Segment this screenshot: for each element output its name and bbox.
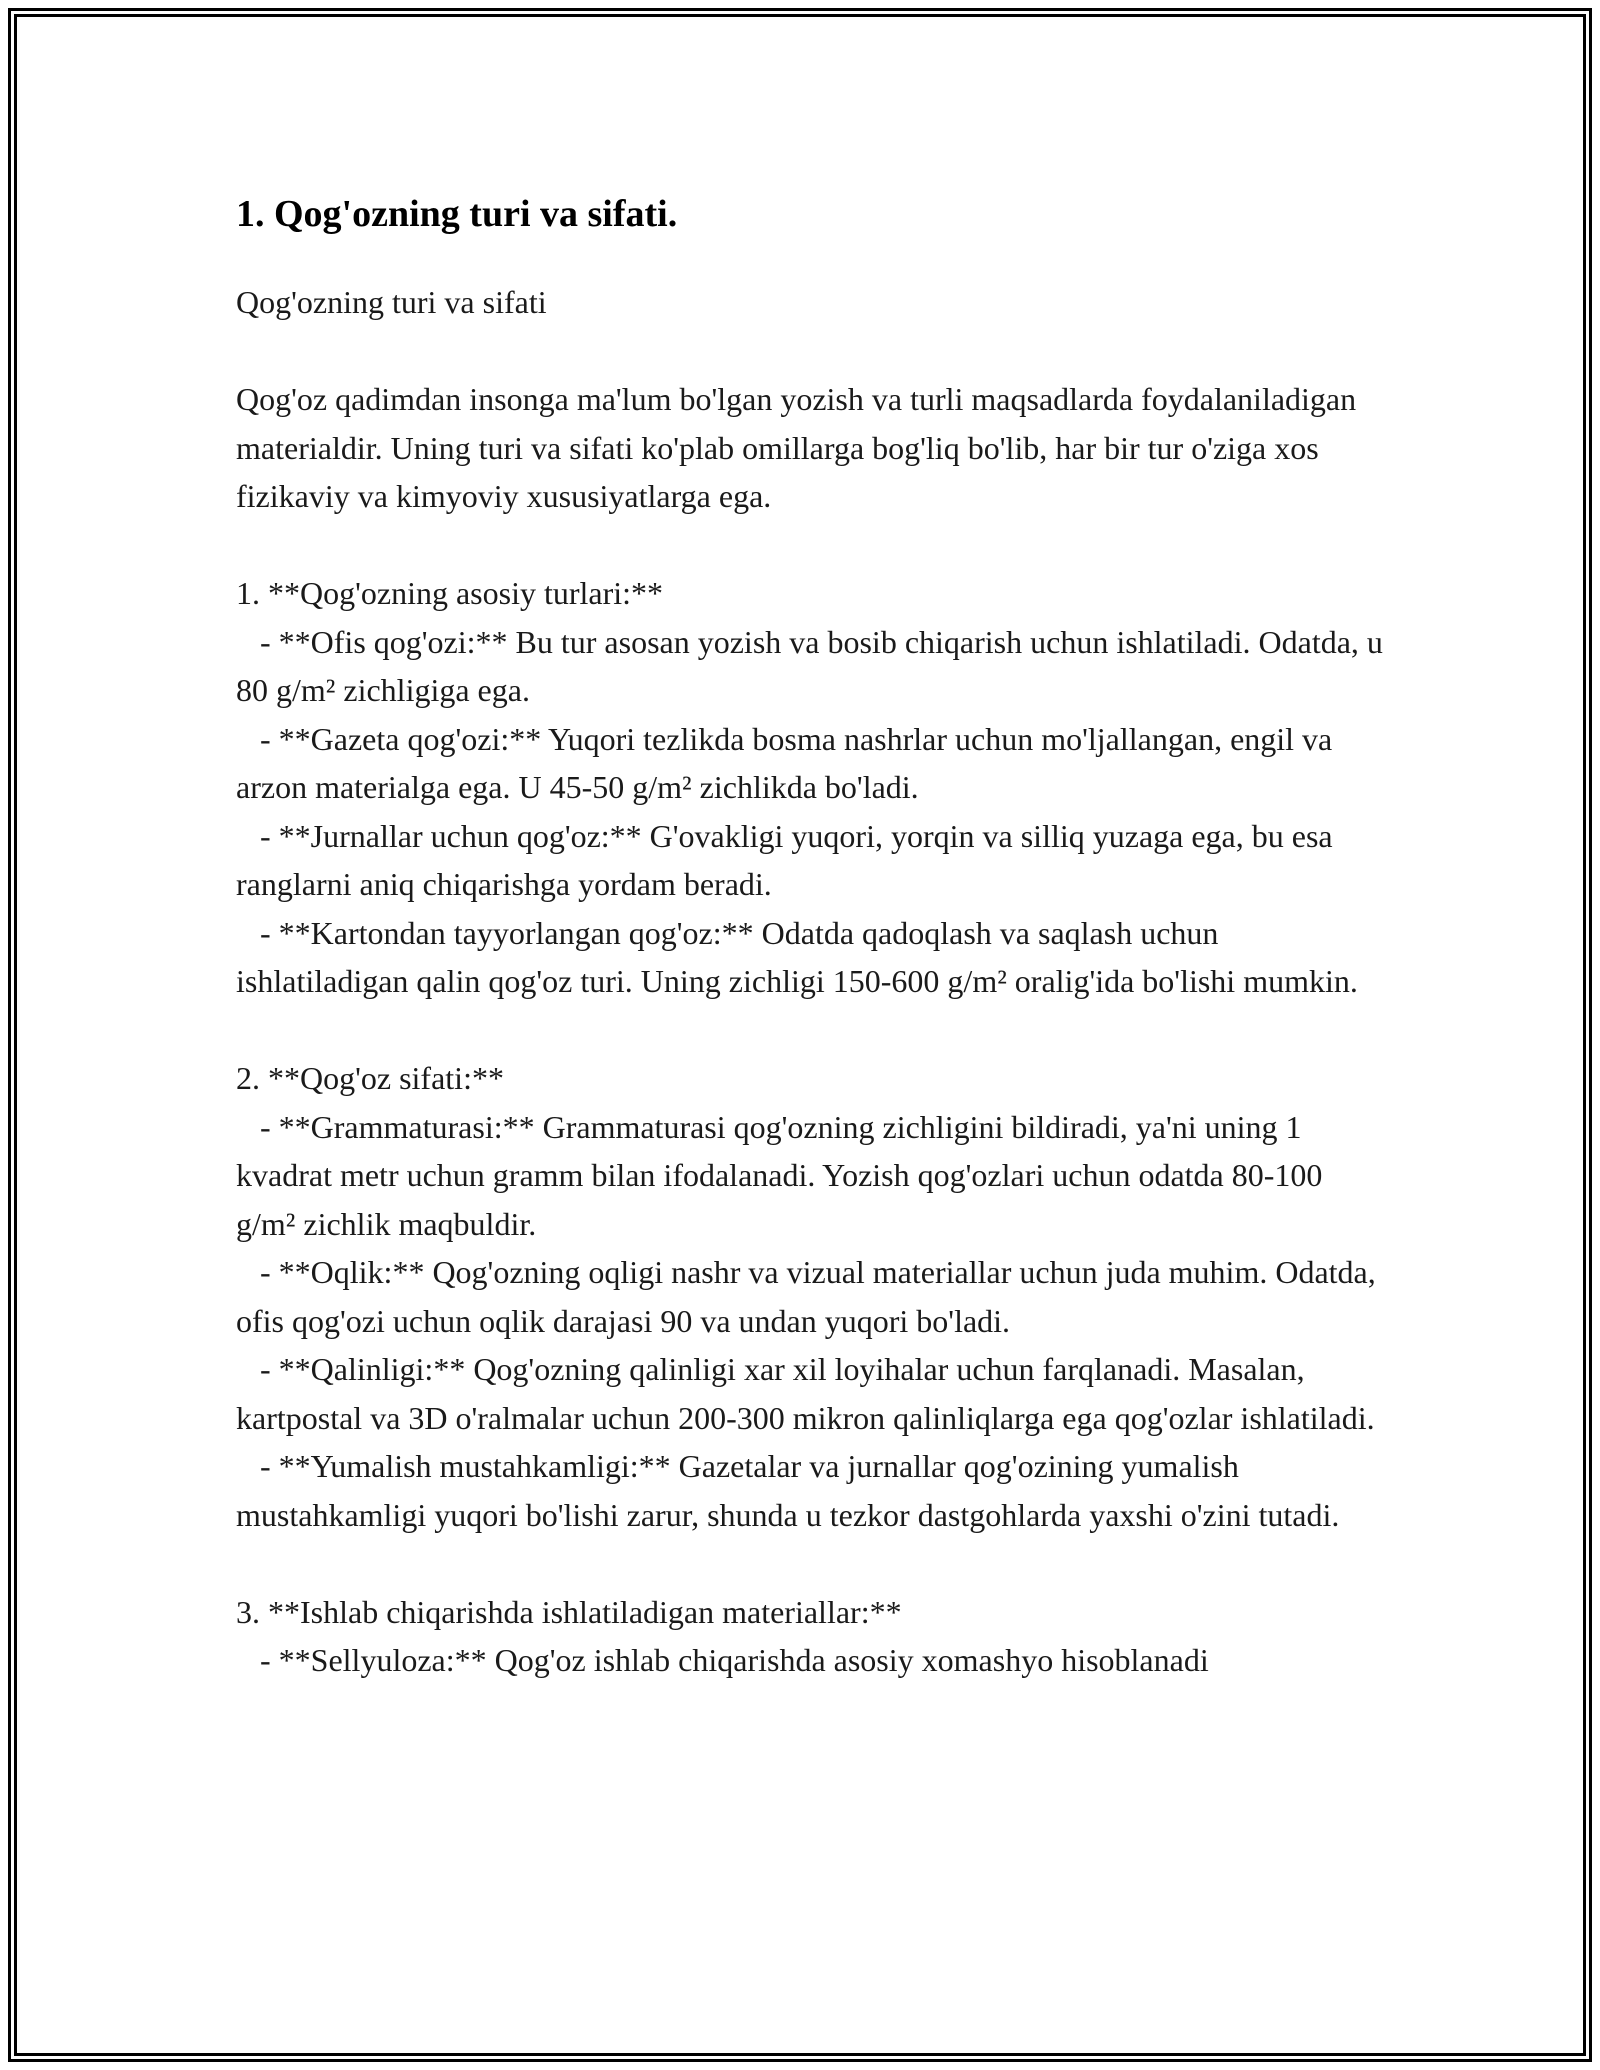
document-body [236,190,1391,1733]
list-item: - **Grammaturasi:** Grammaturasi qog'ozning zichligini bildiradi, ya'ni uning 1 kvadrat metr uchun gramm bilan ifodalanadi. Yozish qog'ozlari uchun odatda 80-100 g/m² zichlik maqbuldir. [236,1108,1331,1242]
section-heading: 1. **Qog'ozning asosiy turlari:** [236,575,664,611]
list-item: - **Gazeta qog'ozi:** Yuqori tezlikda bosma nashrlar uchun mo'ljallangan, engil va arzon materialga ega. U 45-50 g/m² zichlikda bo'ladi. [236,720,1341,805]
list-item: - **Sellyuloza:** Qog'oz ishlab chiqarishda asosiy xomashyo hisoblanadi [260,1642,1209,1678]
list-item: - **Kartondan tayyorlangan qog'oz:** Odatda qadoqlash va saqlash uchun ishlatiladigan qalin qog'oz turi. Uning zichligi 150-600 g/m² oralig'ida bo'lishi mumkin. [236,914,1358,999]
page-title: 1. Qog'ozning turi va sifati. [236,193,678,235]
list-item: - **Yumalish mustahkamligi:** Gazetalar va jurnallar qog'ozining yumalish mustahkamligi yuqori bo'lishi zarur, shunda u tezkor dastgohlarda yaxshi o'zini tutadi. [236,1448,1340,1533]
section-paper-quality [236,1054,1386,1539]
list-item: - **Ofis qog'ozi:** Bu tur asosan yozish va bosib chiqarish uchun ishlatiladi. Odatda, u 80 g/m² zichligiga ega. [236,623,1391,708]
section-heading: 2. **Qog'oz sifati:** [236,1060,504,1096]
section-materials [236,1588,1386,1685]
intro-paragraph: Qog'oz qadimdan insonga ma'lum bo'lgan yozish va turli maqsadlarda foydalaniladigan materialdir. Uning turi va sifati ko'plab omillarga bog'liq bo'lib, har bir tur o'ziga xos fizikaviy va kimyoviy xususiyatlarga ega. [236,381,1357,514]
list-item: - **Oqlik:** Qog'ozning oqligi nashr va vizual materiallar uchun juda muhim. Odatda, ofis qog'ozi uchun oqlik darajasi 90 va undan yuqori bo'ladi. [236,1254,1384,1339]
section-paper-types [236,569,1391,1006]
document-subtitle: Qog'ozning turi va sifati [236,284,547,320]
section-heading: 3. **Ishlab chiqarishda ishlatiladigan materiallar:** [236,1593,902,1630]
list-item: - **Jurnallar uchun qog'oz:** G'ovakligi yuqori, yorqin va silliq yuzaga ega, bu esa ranglarni aniq chiqarishga yordam beradi. [236,817,1341,902]
list-item: - **Qalinligi:** Qog'ozning qalinligi xar xil loyihalar uchun farqlanadi. Masalan, kartpostal va 3D o'ralmalar uchun 200-300 mikron qalinliqlarga ega qog'ozlar ishlatiladi. [236,1351,1375,1436]
